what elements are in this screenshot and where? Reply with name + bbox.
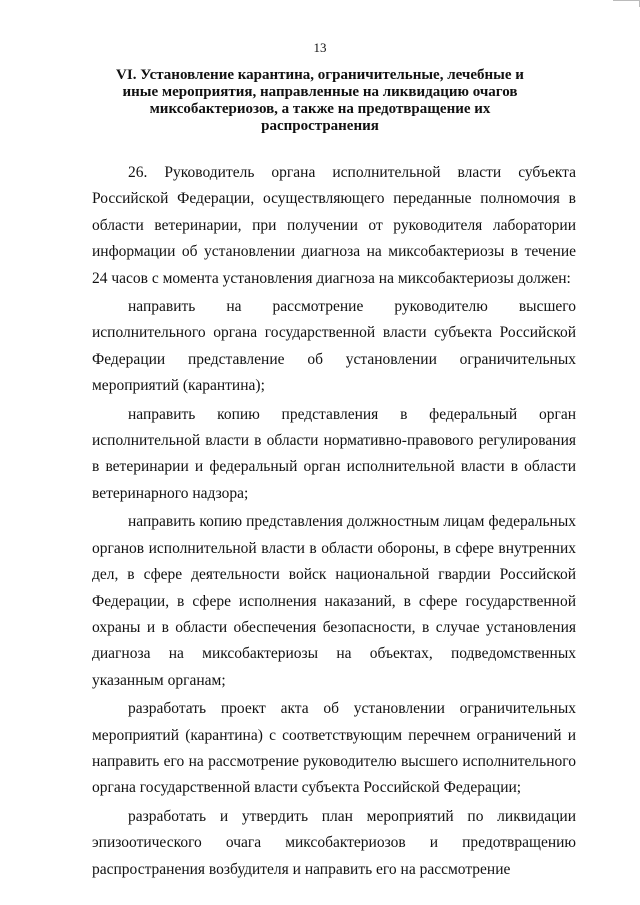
paragraph-send-copy-officials: направить копию представления должностным лицам федеральных органов исполнительной власти в области обороны, в сфере внутренних дел, в сфере деятельности войск национальной гвардии Российской Федерации, в сфере исполнения наказаний, в сфере государственной охраны и в области обеспечения безопасности, в случае установления диагноза на миксобактериозы на объектах, подведомственных указанным органам; [92,513,576,689]
paragraph-26: 26. Руководитель органа исполнительной власти субъекта Российской Федерации, осуществляющего переданные полномочия в области ветеринарии, при получении от руководителя лаборатории информации об установлении диагноза на миксобактериозы в течение 24 часов с момента установления диагноза на миксобактериозы должен: [92,164,576,287]
paragraph-send-representation: направить на рассмотрение руководителю высшего исполнительного органа государственной власти субъекта Российской Федерации представление об установлении ограничительных мероприятий (карантина); [92,298,576,395]
paragraph-develop-plan: разработать и утвердить план мероприятий по ликвидации эпизоотического очага миксобактериозов и предотвращению распространения возбудителя и направить его на рассмотрение [92,807,576,878]
paragraph-send-copy-federal: направить копию представления в федеральный орган исполнительной власти в области нормативно-правового регулирования в ветеринарии и федеральный орган исполнительной власти в области ветеринарного надзора; [92,405,576,502]
paragraph-develop-act: разработать проект акта об установлении ограничительных мероприятий (карантина) с соответствующим перечнем ограничений и направить его на рассмотрение руководителю высшего исполнительного органа государственной власти субъекта Российской Федерации; [92,700,576,797]
page-number: 13 [313,40,327,55]
document-body [92,160,576,885]
section-title: VI. Установление карантина, ограничительные, лечебные и иные мероприятия, направленные на ликвидацию очагов миксобактериозов, а также на предотвращение их распространения [116,67,524,134]
scan-edge-mark [613,0,640,7]
